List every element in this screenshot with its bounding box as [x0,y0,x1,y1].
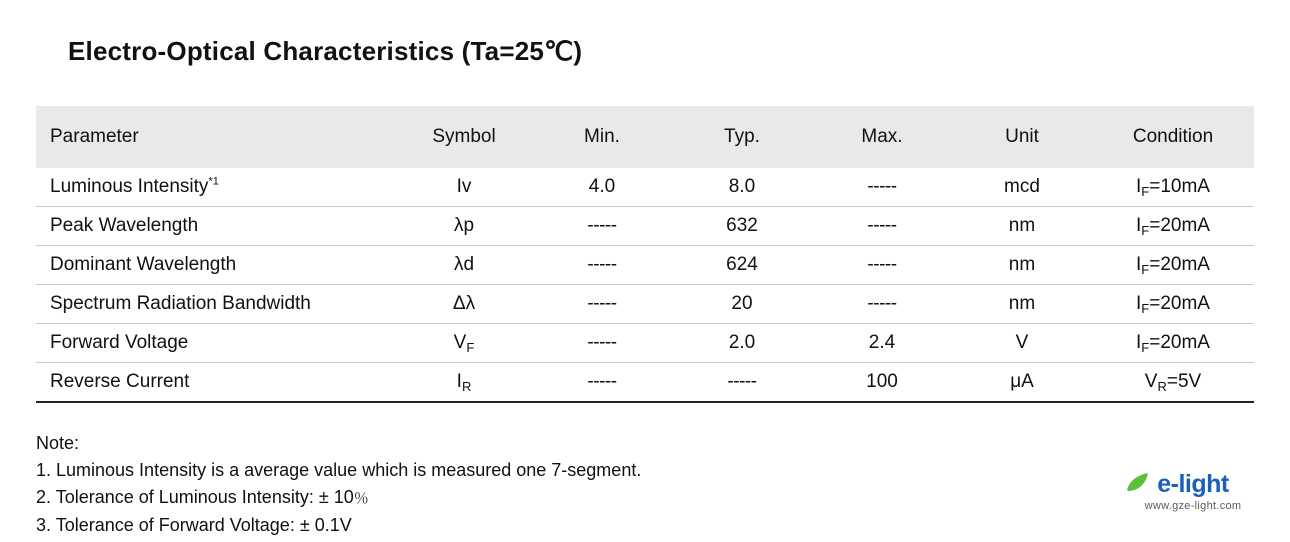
condition-prefix: I [1136,176,1142,197]
notes-heading: Note: [36,433,80,453]
cell-max: ----- [812,285,952,324]
condition-prefix: V [1144,371,1158,392]
table-body [36,168,1254,402]
cell-unit: mcd [952,168,1092,207]
condition-subscript: R [1157,379,1167,394]
condition-prefix: I [1136,215,1142,236]
notes-block [36,430,641,539]
condition-suffix: =10mA [1149,176,1210,197]
condition-subscript: F [1141,340,1150,355]
cell-typ: ----- [672,363,812,403]
column-header-condition: Condition [1092,106,1254,168]
table-row [36,363,1254,403]
cell-condition [1092,285,1254,324]
cell-condition [1092,363,1254,403]
column-header-unit: Unit [952,106,1092,168]
cell-symbol [396,363,532,403]
cell-parameter [36,246,396,285]
parameter-label: Luminous Intensity [50,176,209,197]
cell-min: ----- [532,246,672,285]
cell-condition [1092,324,1254,363]
symbol-subscript: R [461,379,472,394]
parameter-label: Peak Wavelength [50,215,199,236]
parameter-label: Reverse Current [50,371,190,392]
column-header-parameter: Parameter [36,106,396,168]
table-header-row [36,106,1254,168]
cell-condition [1092,168,1254,207]
symbol-subscript: F [466,340,475,355]
cell-symbol: Iv [396,168,532,207]
cell-symbol: Δλ [396,285,532,324]
condition-subscript: F [1141,223,1150,238]
logo-url: www.gze-light.com [1144,500,1242,512]
condition-suffix: =5V [1166,371,1202,392]
cell-typ: 624 [672,246,812,285]
cell-unit: nm [952,246,1092,285]
cell-unit: μA [952,363,1092,403]
note-line-3: 3. Tolerance of Forward Voltage: ± 0.1V [36,515,352,535]
cell-unit: nm [952,285,1092,324]
condition-suffix: =20mA [1149,254,1210,275]
cell-max: ----- [812,168,952,207]
condition-subscript: F [1141,301,1150,316]
condition-prefix: I [1136,293,1142,314]
cell-max: 100 [812,363,952,403]
note-line-2-text: 2. Tolerance of Luminous Intensity: ± 10 [36,487,354,507]
cell-typ: 2.0 [672,324,812,363]
electro-optical-characteristics-table [36,106,1254,403]
column-header-min: Min. [532,106,672,168]
condition-suffix: =20mA [1149,293,1210,314]
percent-symbol: ％ [353,490,369,507]
cell-typ: 8.0 [672,168,812,207]
condition-subscript: F [1141,262,1150,277]
cell-typ: 20 [672,285,812,324]
cell-max: ----- [812,207,952,246]
cell-parameter [36,168,396,207]
condition-suffix: =20mA [1149,332,1210,353]
company-logo [1118,468,1268,526]
cell-min: ----- [532,324,672,363]
cell-max: ----- [812,246,952,285]
table-row [36,246,1254,285]
parameter-label: Dominant Wavelength [50,254,237,275]
cell-max: 2.4 [812,324,952,363]
condition-suffix: =20mA [1149,215,1210,236]
cell-min: ----- [532,285,672,324]
table-row [36,324,1254,363]
table-row [36,168,1254,207]
cell-parameter [36,363,396,403]
cell-min: ----- [532,363,672,403]
table-row [36,207,1254,246]
symbol-base: I [456,371,462,392]
cell-min: 4.0 [532,168,672,207]
cell-parameter [36,324,396,363]
cell-parameter [36,285,396,324]
cell-min: ----- [532,207,672,246]
cell-symbol: λd [396,246,532,285]
condition-subscript: F [1141,184,1150,199]
note-line-1: 1. Luminous Intensity is a average value which is measured one 7-segment. [36,460,642,480]
cell-condition [1092,246,1254,285]
column-header-typ: Typ. [672,106,812,168]
page-title: Electro-Optical Characteristics (Ta=25℃) [68,36,583,66]
logo-wordmark: e-light [1157,470,1229,498]
cell-symbol [396,324,532,363]
cell-condition [1092,207,1254,246]
cell-unit: nm [952,207,1092,246]
note-line-2 [36,484,641,512]
table-header [36,106,1254,168]
condition-prefix: I [1136,254,1142,275]
parameter-label: Spectrum Radiation Bandwidth [50,293,311,314]
cell-typ: 632 [672,207,812,246]
cell-parameter [36,207,396,246]
note-reference: *1 [208,175,219,188]
condition-prefix: I [1136,332,1142,353]
cell-unit: V [952,324,1092,363]
column-header-symbol: Symbol [396,106,532,168]
table-row [36,285,1254,324]
symbol-base: V [453,332,467,353]
cell-symbol: λp [396,207,532,246]
parameter-label: Forward Voltage [50,332,189,353]
column-header-max: Max. [812,106,952,168]
